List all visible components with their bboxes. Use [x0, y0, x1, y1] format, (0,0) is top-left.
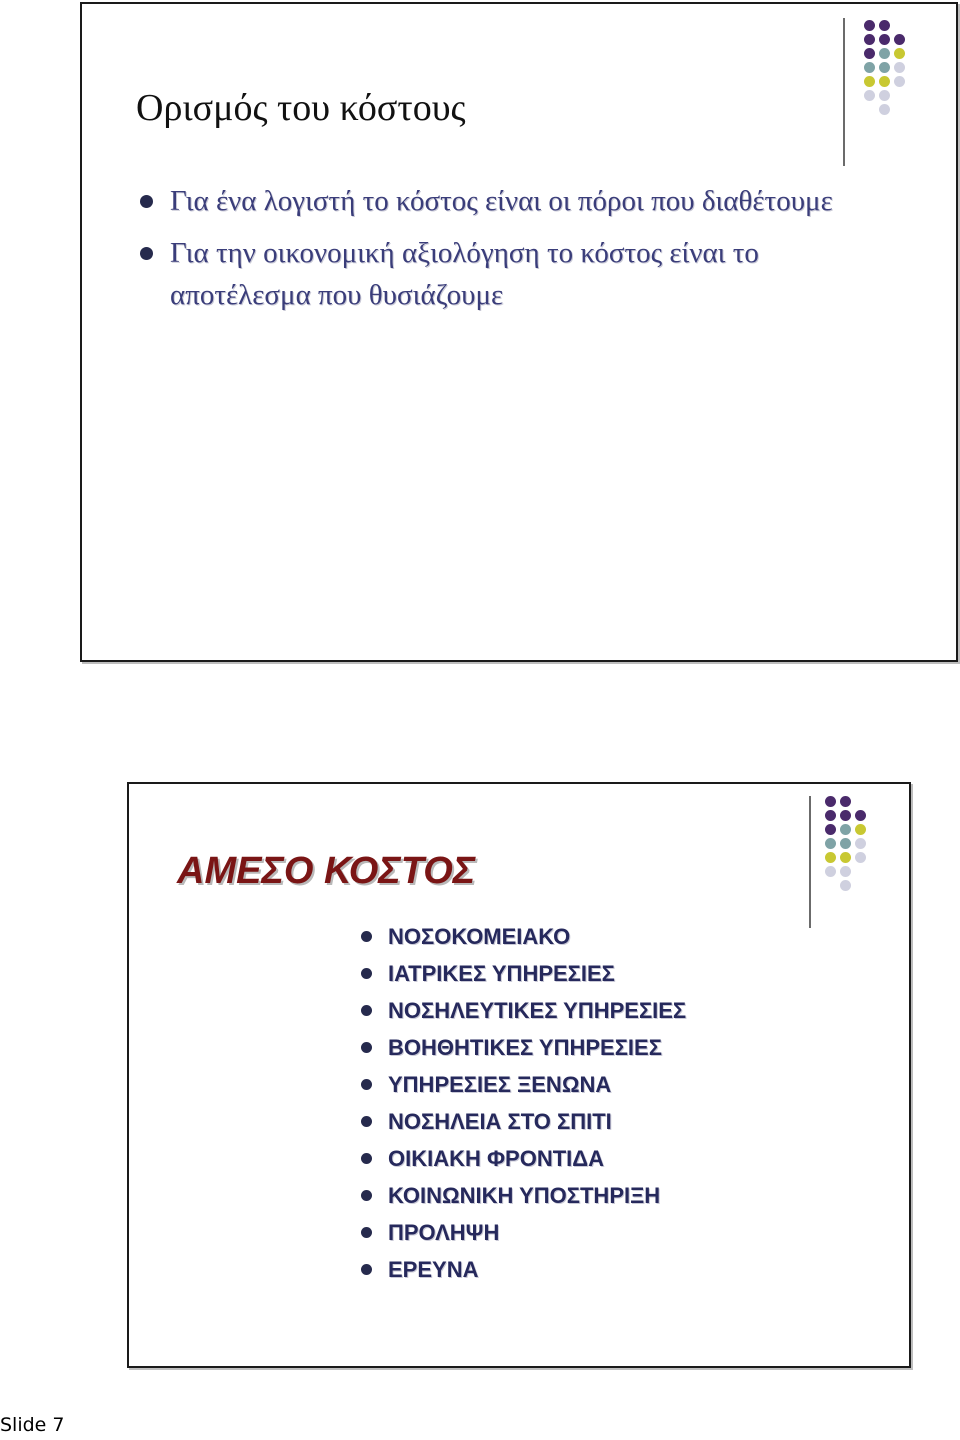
list-item: ΕΡΕΥΝΑ: [361, 1251, 686, 1288]
list-item: ΒΟΗΘΗΤΙΚΕΣ ΥΠΗΡΕΣΙΕΣ: [361, 1029, 686, 1066]
list-item: Για την οικονομική αξιολόγηση το κόστος είναι το αποτέλεσμα που θυσιάζουμε: [140, 232, 860, 316]
decor-dot: [879, 34, 890, 45]
decor-dot: [825, 852, 836, 863]
decor-dot: [840, 866, 851, 877]
decor-dot: [855, 838, 866, 849]
decor-dot: [825, 810, 836, 821]
decor-dot: [840, 824, 851, 835]
bullet-icon: [361, 1227, 372, 1238]
decor-dot: [894, 76, 905, 87]
decor-dot: [864, 90, 875, 101]
decor-dot: [855, 852, 866, 863]
decor-dot: [879, 20, 890, 31]
list-item: ΝΟΣΟΚΟΜΕΙΑΚΟ: [361, 918, 686, 955]
decor-dot: [894, 62, 905, 73]
slide-2: [127, 782, 911, 1368]
bullet-list: [140, 180, 860, 326]
decor-dot: [825, 866, 836, 877]
decor-dot: [864, 20, 875, 31]
decor-divider-line: [809, 796, 811, 928]
bullet-icon: [361, 1116, 372, 1127]
slide-1: [80, 2, 958, 662]
decor-dot: [825, 838, 836, 849]
bullet-icon: [361, 1190, 372, 1201]
bullet-icon: [361, 931, 372, 942]
decor-dot: [864, 62, 875, 73]
bullet-icon: [361, 1042, 372, 1053]
bullet-icon: [361, 1079, 372, 1090]
decor-dot: [840, 810, 851, 821]
decor-dot: [879, 48, 890, 59]
list-item: ΝΟΣΗΛΕΥΤΙΚΕΣ ΥΠΗΡΕΣΙΕΣ: [361, 992, 686, 1029]
decor-dot: [840, 880, 851, 891]
slide-number-footer: Slide 7: [0, 1414, 65, 1436]
list-item: ΝΟΣΗΛΕΙΑ ΣΤΟ ΣΠΙΤΙ: [361, 1103, 686, 1140]
decor-dot: [879, 104, 890, 115]
decor-dot: [864, 76, 875, 87]
list-item: ΥΠΗΡΕΣΙΕΣ ΞΕΝΩΝΑ: [361, 1066, 686, 1103]
decor-dot: [840, 838, 851, 849]
list-item: ΠΡΟΛΗΨΗ: [361, 1214, 686, 1251]
decor-dot: [840, 796, 851, 807]
decor-dot: [894, 48, 905, 59]
decor-dot: [879, 90, 890, 101]
list-item: ΟΙΚΙΑΚΗ ΦΡΟΝΤΙΔΑ: [361, 1140, 686, 1177]
decor-dot: [879, 62, 890, 73]
decor-dot: [855, 810, 866, 821]
decor-dot: [879, 76, 890, 87]
decor-dot: [864, 34, 875, 45]
bullet-icon: [361, 1153, 372, 1164]
decor-dot: [855, 824, 866, 835]
decor-dot: [894, 34, 905, 45]
bullet-icon: [361, 1264, 372, 1275]
list-item: ΙΑΤΡΙΚΕΣ ΥΠΗΡΕΣΙΕΣ: [361, 955, 686, 992]
bullet-icon: [361, 1005, 372, 1016]
decor-dot: [825, 796, 836, 807]
list-item: Για ένα λογιστή το κόστος είναι οι πόροι που διαθέτουμε: [140, 180, 860, 222]
decor-dot: [864, 48, 875, 59]
slide-title: ΑΜΕΣΟ ΚΟΣΤΟΣ: [177, 850, 476, 892]
decor-divider-line: [843, 18, 845, 166]
bullet-icon: [361, 968, 372, 979]
decor-dot: [840, 852, 851, 863]
list-item: ΚΟΙΝΩΝΙΚΗ ΥΠΟΣΤΗΡΙΞΗ: [361, 1177, 686, 1214]
slide-title: Ορισμός του κόστους: [136, 87, 466, 129]
bullet-icon: [140, 195, 153, 208]
bullet-icon: [140, 247, 153, 260]
bullet-list: [361, 918, 686, 1288]
decor-dot: [825, 824, 836, 835]
